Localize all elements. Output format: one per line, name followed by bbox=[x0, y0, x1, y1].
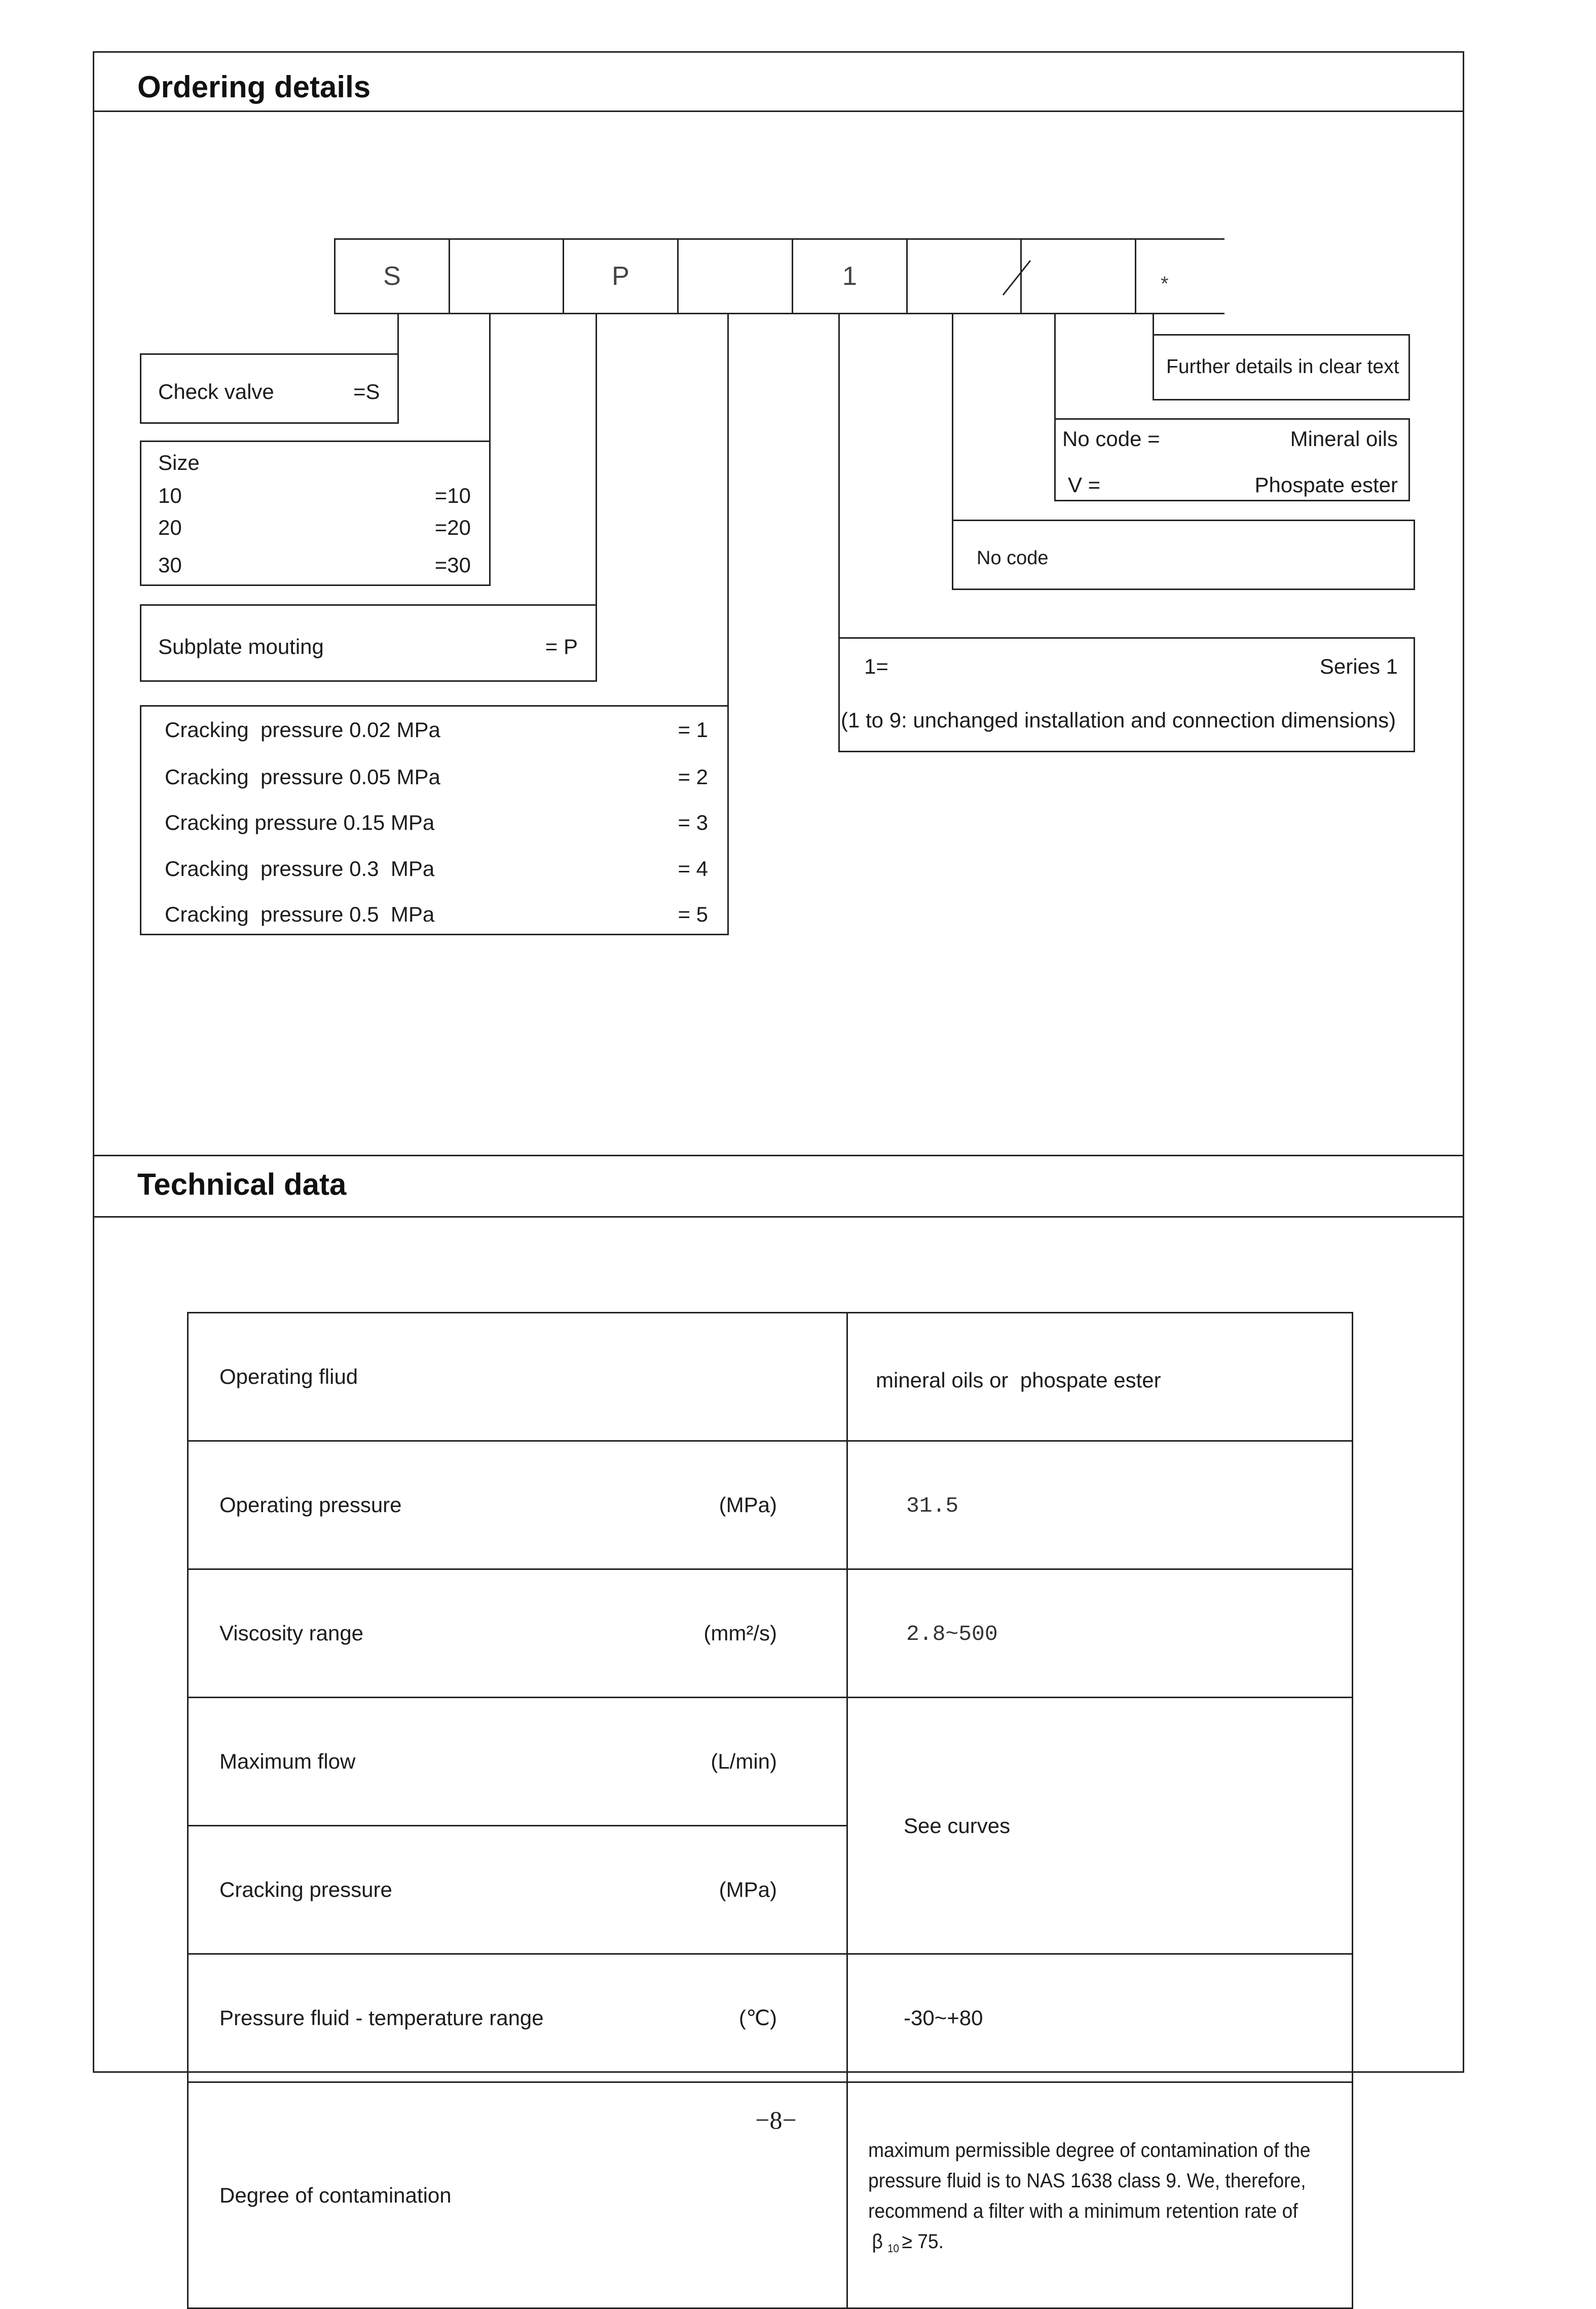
cracking-pressure-option: Cracking pressure 0.05 MPa bbox=[165, 765, 440, 789]
table-row bbox=[188, 1698, 1353, 1826]
fluid-code: V = bbox=[1068, 473, 1101, 497]
parameter-label: Operating fliud bbox=[219, 1365, 358, 1388]
table-row bbox=[188, 1441, 1353, 1569]
parameter-label: Maximum flow bbox=[219, 1749, 356, 1773]
table-cell-parameter bbox=[188, 1954, 847, 2082]
series-label: Series 1 bbox=[1319, 654, 1398, 678]
table-row bbox=[188, 1569, 1353, 1698]
check-valve-box bbox=[140, 353, 399, 424]
cracking-pressure-box bbox=[140, 705, 729, 935]
parameter-label: Pressure fluid - temperature range bbox=[219, 2006, 544, 2030]
parameter-unit: (MPa) bbox=[719, 1493, 777, 1517]
technical-header-top-rule bbox=[93, 1155, 1464, 1156]
code-slash-separator bbox=[998, 256, 1036, 302]
beta-symbol: β bbox=[872, 2230, 883, 2253]
further-details-box bbox=[1153, 334, 1410, 400]
subplate-box bbox=[140, 604, 597, 682]
subplate-label: Subplate mouting bbox=[158, 635, 324, 658]
parameter-unit: (℃) bbox=[738, 2006, 777, 2030]
technical-data-table bbox=[187, 1312, 1353, 2309]
code-field-fluid bbox=[1020, 238, 1135, 314]
connector-no-code bbox=[952, 313, 953, 520]
code-further-value: * bbox=[1161, 272, 1169, 295]
size-label: Size bbox=[158, 451, 200, 474]
cracking-pressure-code: = 1 bbox=[678, 718, 708, 742]
fluid-code: No code = bbox=[1062, 427, 1160, 451]
cracking-pressure-option: Cracking pressure 0.02 MPa bbox=[165, 718, 440, 742]
cracking-pressure-option: Cracking pressure 0.3 MPa bbox=[165, 857, 435, 881]
parameter-label: Cracking pressure bbox=[219, 1878, 392, 1901]
code-field-cracking-pressure bbox=[677, 238, 792, 314]
connector-size bbox=[489, 313, 491, 441]
table-cell-value-merged bbox=[847, 1698, 1353, 1954]
contamination-line: maximum permissible degree of contamination of the bbox=[868, 2139, 1311, 2161]
parameter-value: -30~+80 bbox=[904, 2006, 983, 2030]
series-box bbox=[838, 637, 1415, 752]
parameter-unit: (MPa) bbox=[719, 1878, 777, 1901]
parameter-label: Degree of contamination bbox=[219, 2183, 452, 2207]
further-details-label: Further details in clear text bbox=[1166, 356, 1399, 378]
size-option-code: =30 bbox=[434, 553, 471, 577]
series-note: (1 to 9: unchanged installation and connection dimensions) bbox=[841, 708, 1396, 732]
contamination-beta-line bbox=[868, 2226, 1318, 2257]
parameter-value: See curves bbox=[904, 1813, 1011, 1838]
connector-series bbox=[838, 313, 840, 637]
fluid-label: Mineral oils bbox=[1290, 427, 1398, 451]
no-code-label: No code bbox=[977, 547, 1049, 569]
code-field-mounting bbox=[563, 238, 677, 314]
connector-subplate bbox=[596, 313, 597, 604]
beta-value: ≥ 75. bbox=[902, 2230, 944, 2253]
parameter-unit: (L/min) bbox=[711, 1749, 777, 1773]
parameter-value: mineral oils or phospate ester bbox=[876, 1368, 1161, 1392]
cracking-pressure-code: = 3 bbox=[678, 811, 708, 834]
subplate-code: = P bbox=[545, 635, 578, 658]
size-option: 10 bbox=[158, 484, 182, 507]
page-number: −8− bbox=[755, 2106, 797, 2134]
table-row bbox=[188, 1954, 1353, 2082]
fluid-label: Phospate ester bbox=[1254, 473, 1398, 497]
table-cell-value bbox=[847, 2082, 1353, 2308]
code-mounting-value: P bbox=[612, 262, 629, 291]
table-cell-parameter bbox=[188, 1441, 847, 1569]
ordering-header-rule bbox=[93, 111, 1464, 112]
fluid-box bbox=[1054, 418, 1410, 501]
table-row bbox=[188, 1313, 1353, 1441]
beta-subscript: 10 bbox=[887, 2242, 899, 2255]
connector-cracking-pressure bbox=[727, 313, 729, 705]
size-option: 20 bbox=[158, 516, 182, 539]
size-option-code: =10 bbox=[434, 484, 471, 507]
series-code: 1= bbox=[864, 654, 888, 678]
table-cell-value bbox=[847, 1313, 1353, 1441]
contamination-text bbox=[868, 2135, 1318, 2257]
table-cell-parameter bbox=[188, 1698, 847, 1826]
no-code-box bbox=[952, 520, 1415, 590]
cracking-pressure-option: Cracking pressure 0.5 MPa bbox=[165, 902, 435, 926]
connector-further-details bbox=[1153, 313, 1154, 334]
table-cell-parameter bbox=[188, 1826, 847, 1954]
code-type-value: S bbox=[383, 262, 401, 291]
size-option: 30 bbox=[158, 553, 182, 577]
ordering-details-title: Ordering details bbox=[137, 70, 371, 104]
table-cell-parameter bbox=[188, 1313, 847, 1441]
table-cell-value bbox=[847, 1569, 1353, 1698]
parameter-label: Operating pressure bbox=[219, 1493, 402, 1517]
table-cell-value bbox=[847, 1954, 1353, 2082]
cracking-pressure-code: = 4 bbox=[678, 857, 708, 881]
table-cell-value bbox=[847, 1441, 1353, 1569]
cracking-pressure-option: Cracking pressure 0.15 MPa bbox=[165, 811, 435, 834]
slash-line bbox=[1003, 261, 1030, 295]
code-field-size bbox=[449, 238, 563, 314]
contamination-line: pressure fluid is to NAS 1638 class 9. We, therefore, bbox=[868, 2170, 1306, 2192]
size-option-code: =20 bbox=[434, 516, 471, 539]
code-series-value: 1 bbox=[842, 262, 857, 291]
parameter-label: Viscosity range bbox=[219, 1621, 364, 1645]
check-valve-label: Check valve bbox=[158, 380, 274, 404]
size-box bbox=[140, 441, 491, 586]
code-field-type bbox=[334, 238, 449, 314]
code-field-series bbox=[792, 238, 906, 314]
parameter-unit: (mm²/s) bbox=[703, 1621, 777, 1645]
parameter-value: 31.5 bbox=[906, 1493, 959, 1518]
technical-header-bottom-rule bbox=[93, 1216, 1464, 1218]
parameter-value: 2.8~500 bbox=[906, 1621, 998, 1646]
code-field-further bbox=[1135, 238, 1224, 314]
check-valve-code: =S bbox=[353, 380, 380, 404]
contamination-line: recommend a filter with a minimum retention rate of bbox=[868, 2200, 1298, 2222]
technical-data-title: Technical data bbox=[137, 1167, 347, 1201]
connector-check-valve bbox=[397, 313, 399, 353]
cracking-pressure-code: = 5 bbox=[678, 902, 708, 926]
connector-fluid bbox=[1054, 313, 1056, 418]
table-cell-parameter bbox=[188, 1569, 847, 1698]
cracking-pressure-code: = 2 bbox=[678, 765, 708, 789]
